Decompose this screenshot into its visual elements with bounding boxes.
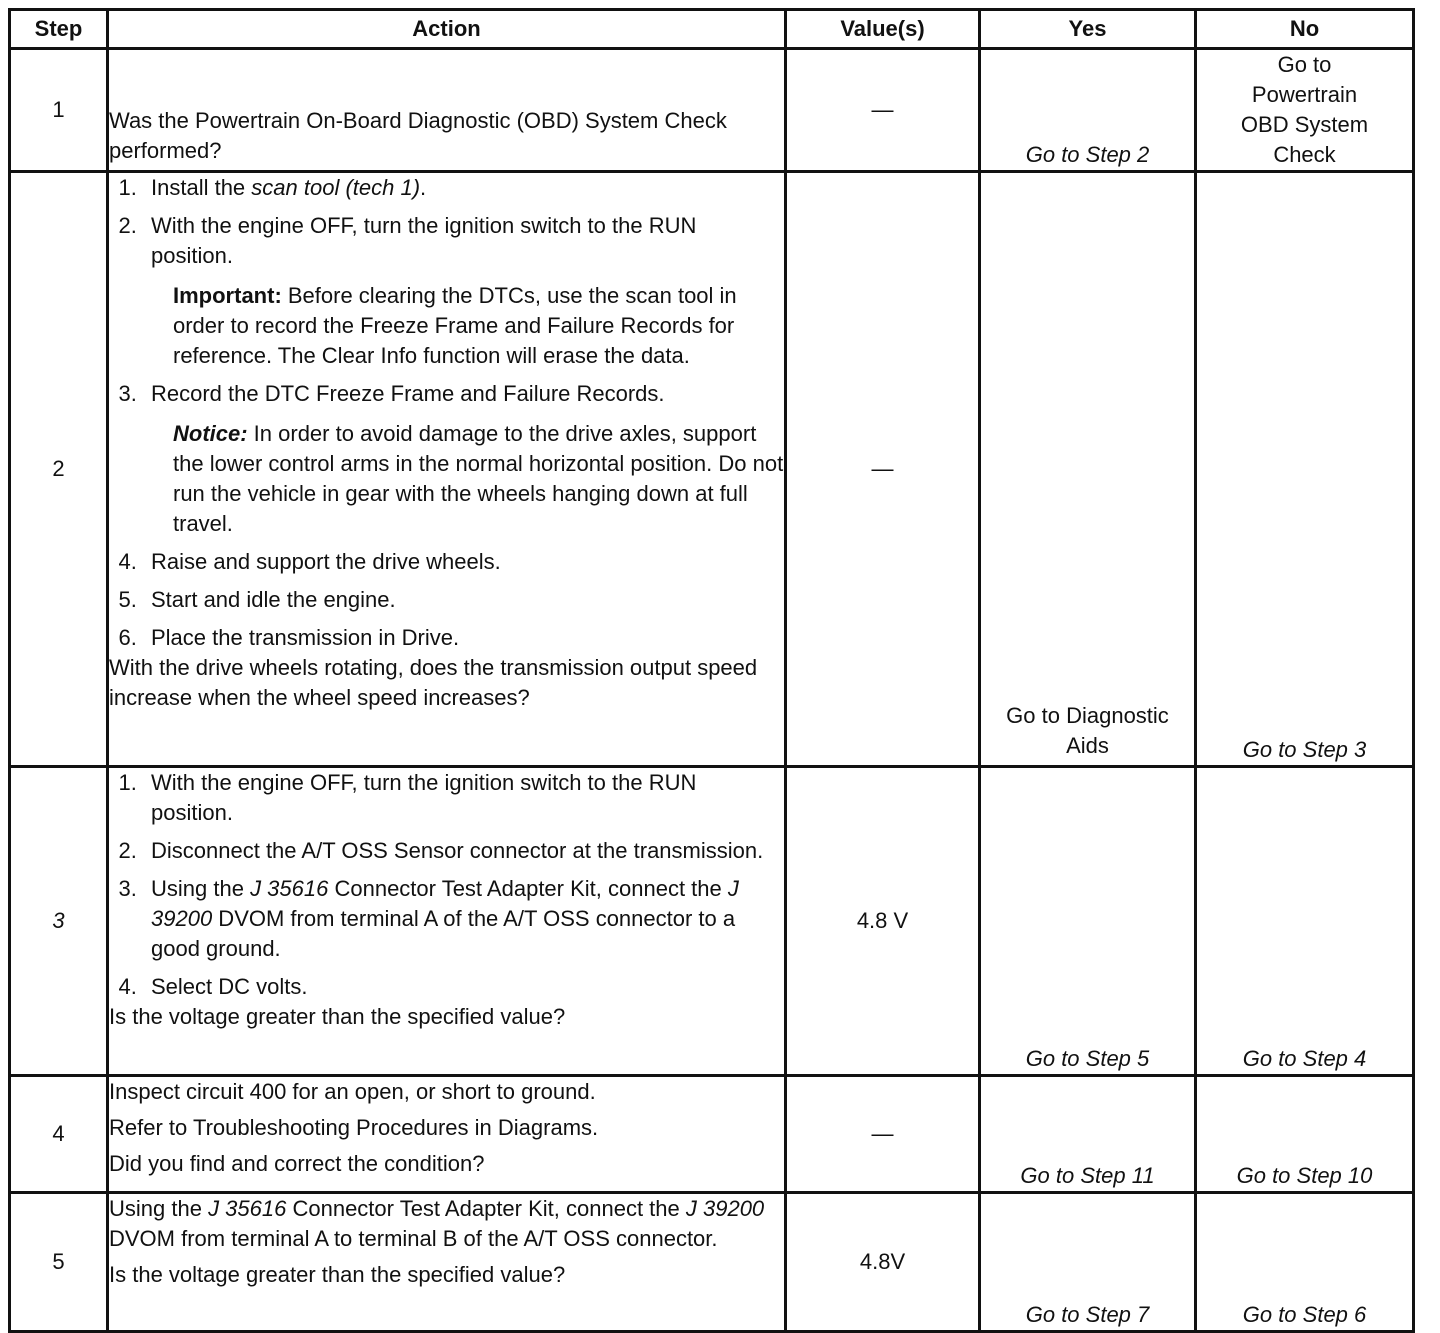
action-line: Inspect circuit 400 for an open, or short to ground. <box>109 1079 596 1104</box>
yes-cell: Go to Step 7 <box>980 1193 1196 1332</box>
value-cell: 4.8V <box>786 1193 980 1332</box>
table-row <box>10 767 1414 1076</box>
table-row <box>10 172 1414 767</box>
procedure-list <box>109 768 784 1002</box>
table-row <box>10 1193 1414 1332</box>
procedure-list <box>109 379 784 409</box>
tool-name: scan tool (tech 1) <box>251 175 421 200</box>
procedure-step: 3. Using the J 35616 Connector Test Adapter Kit, connect the J 39200 DVOM from terminal A of the A/T OSS connector to a good ground. <box>143 874 784 964</box>
procedure-list <box>109 547 784 653</box>
value-cell: 4.8 V <box>786 767 980 1076</box>
action-question: Was the Powertrain On-Board Diagnostic (OBD) System Check performed? <box>109 108 727 163</box>
value-cell: — <box>786 172 980 767</box>
important-label: Important: <box>173 283 282 308</box>
notice-label: Notice: <box>173 421 248 446</box>
procedure-list <box>109 173 784 271</box>
procedure-step: 2. With the engine OFF, turn the ignition switch to the RUN position. <box>143 211 784 271</box>
procedure-step: 5. Start and idle the engine. <box>143 585 784 615</box>
step-number: 4 <box>10 1076 108 1193</box>
action-line: Refer to Troubleshooting Procedures in Diagrams. <box>109 1115 599 1140</box>
action-cell <box>108 1193 786 1332</box>
action-paragraph: Using the J 35616 Connector Test Adapter Kit, connect the J 39200 DVOM from terminal A to terminal B of the A/T OSS connector. <box>109 1196 765 1251</box>
procedure-step: 6. Place the transmission in Drive. <box>143 623 784 653</box>
header-action: Action <box>108 10 786 49</box>
procedure-step: 1. Install the scan tool (tech 1). <box>143 173 784 203</box>
tool-name: J 35616 <box>208 1196 287 1221</box>
tool-name: J 39200 <box>151 876 739 931</box>
procedure-step: 4. Select DC volts. <box>143 972 784 1002</box>
action-cell <box>108 49 786 172</box>
no-cell: Go to Powertrain OBD System Check <box>1196 49 1414 172</box>
yes-cell: Go to Step 2 <box>980 49 1196 172</box>
no-cell: Go to Step 3 <box>1196 172 1414 767</box>
yes-cell: Go to Step 5 <box>980 767 1196 1076</box>
action-cell <box>108 1076 786 1193</box>
header-yes: Yes <box>980 10 1196 49</box>
procedure-step: 4. Raise and support the drive wheels. <box>143 547 784 577</box>
action-question: Did you find and correct the condition? <box>109 1151 485 1176</box>
yes-cell: Go to Step 11 <box>980 1076 1196 1193</box>
action-question: Is the voltage greater than the specified value? <box>109 1262 566 1287</box>
tool-name: J 39200 <box>685 1196 765 1221</box>
header-step: Step <box>10 10 108 49</box>
action-question: With the drive wheels rotating, does the transmission output speed increase when the wheel speed increases? <box>109 655 758 710</box>
procedure-step: 1. With the engine OFF, turn the ignition switch to the RUN position. <box>143 768 784 828</box>
procedure-step: 3. Record the DTC Freeze Frame and Failure Records. <box>143 379 784 409</box>
header-no: No <box>1196 10 1414 49</box>
step-number: 1 <box>10 49 108 172</box>
step-number: 5 <box>10 1193 108 1332</box>
value-cell: — <box>786 1076 980 1193</box>
no-cell: Go to Step 4 <box>1196 767 1414 1076</box>
notice-note: Notice: In order to avoid damage to the drive axles, support the lower control arms in the normal horizontal position. Do not run the vehicle in gear with the wheels hanging down at full travel. <box>173 421 784 536</box>
table-row <box>10 49 1414 172</box>
step-number: 3 <box>10 767 108 1076</box>
yes-cell: Go to Diagnostic Aids <box>980 172 1196 767</box>
diagnostic-table <box>8 8 1415 1333</box>
action-cell <box>108 172 786 767</box>
header-values: Value(s) <box>786 10 980 49</box>
header-row <box>10 10 1414 49</box>
table-row <box>10 1076 1414 1193</box>
tool-name: J 35616 <box>250 876 329 901</box>
important-note: Important: Before clearing the DTCs, use the scan tool in order to record the Freeze Frame and Failure Records for reference. The Clear Info function will erase the data. <box>173 283 737 368</box>
no-cell: Go to Step 6 <box>1196 1193 1414 1332</box>
no-cell: Go to Step 10 <box>1196 1076 1414 1193</box>
value-cell: — <box>786 49 980 172</box>
action-question: Is the voltage greater than the specified value? <box>109 1004 566 1029</box>
action-cell <box>108 767 786 1076</box>
step-number: 2 <box>10 172 108 767</box>
procedure-step: 2. Disconnect the A/T OSS Sensor connector at the transmission. <box>143 836 784 866</box>
